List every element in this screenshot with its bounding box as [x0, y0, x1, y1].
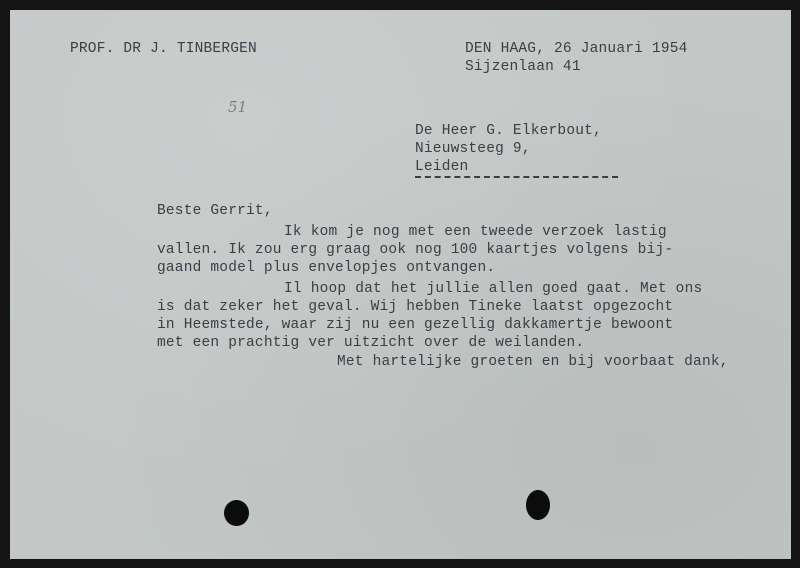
punch-hole-right — [526, 490, 550, 520]
recipient-street: Nieuwsteeg 9, — [415, 141, 531, 157]
paragraph-line: Il hoop dat het jullie allen goed gaat. Met ons — [284, 281, 703, 297]
recipient-city: Leiden — [415, 159, 469, 175]
address-underline — [415, 176, 618, 178]
punch-hole-left — [224, 500, 249, 526]
paragraph-line: met een prachtig ver uitzicht over de weilanden. — [157, 335, 585, 351]
letterhead-street: Sijzenlaan 41 — [465, 59, 581, 75]
paragraph-line: is dat zeker het geval. Wij hebben Tineke laatst opgezocht — [157, 299, 674, 315]
letter-sheet — [10, 10, 791, 559]
pencil-annotation: 51 — [228, 98, 248, 116]
salutation: Beste Gerrit, — [157, 203, 273, 219]
letterhead-sender: PROF. DR J. TINBERGEN — [70, 41, 257, 57]
paragraph-line: vallen. Ik zou erg graag ook nog 100 kaartjes volgens bij- — [157, 242, 674, 258]
recipient-name: De Heer G. Elkerbout, — [415, 123, 602, 139]
paragraph-line: gaand model plus envelopjes ontvangen. — [157, 260, 496, 276]
closing-line: Met hartelijke groeten en bij voorbaat dank, — [337, 354, 729, 370]
letterhead-place-date: DEN HAAG, 26 Januari 1954 — [465, 41, 688, 57]
paragraph-line: Ik kom je nog met een tweede verzoek lastig — [284, 224, 667, 240]
paragraph-line: in Heemstede, waar zij nu een gezellig dakkamertje bewoont — [157, 317, 674, 333]
